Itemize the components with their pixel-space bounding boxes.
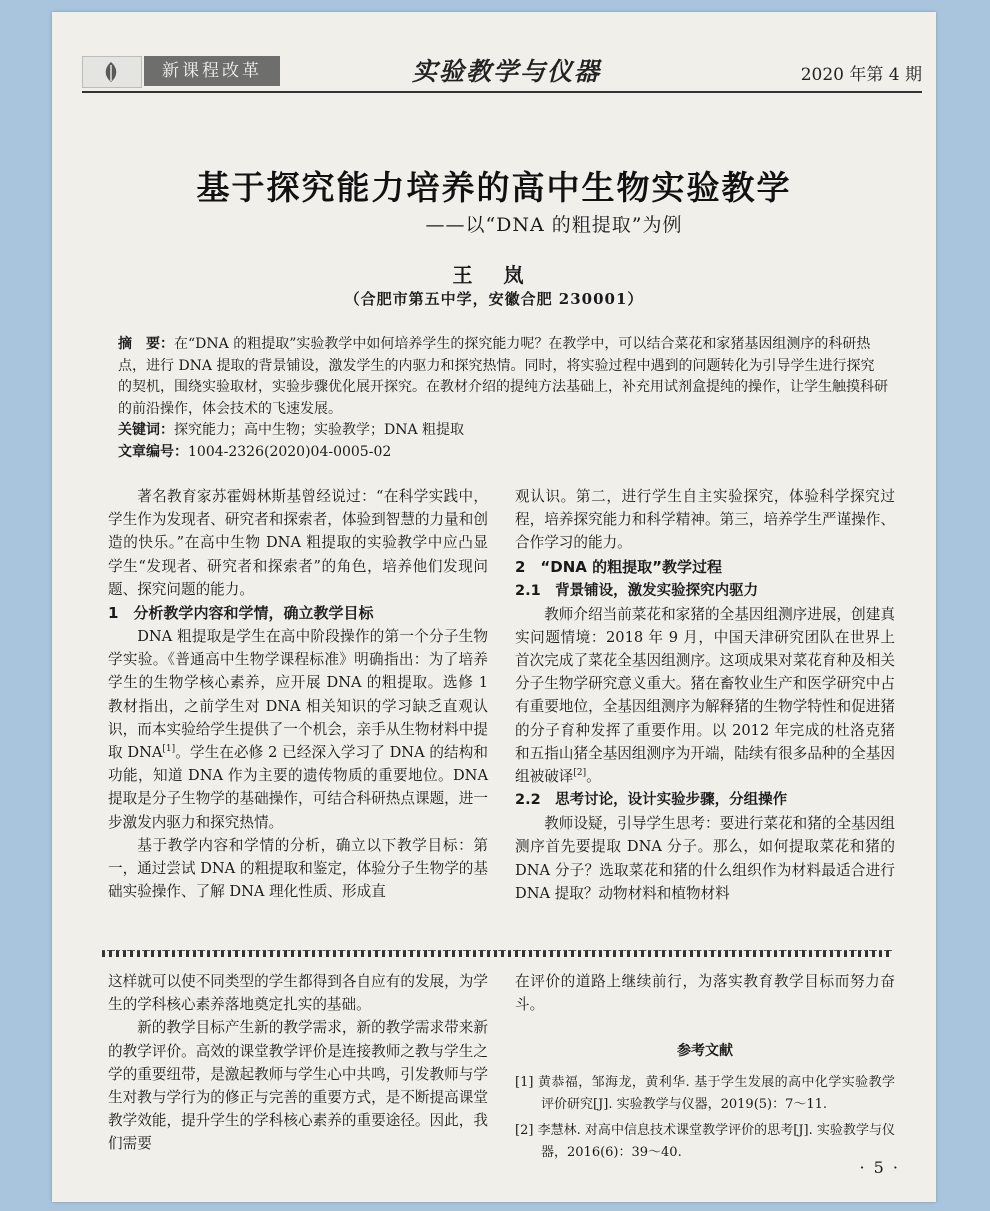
paragraph (515, 603, 895, 789)
keywords-label: 关键词： (118, 422, 174, 438)
reference-item: [1] 黄恭福，邹海龙，黄利华. 基于学生发展的高中化学实验教学评价研究[J]. 实验教学与仪器，2019(5)：7～11. (515, 1074, 895, 1112)
paragraph: 这样就可以使不同类型的学生都得到各自应有的发展，为学生的学科核心素养落地奠定扎实的基础。 (108, 973, 488, 1014)
article-no-text: 1004-2326(2020)04-0005-02 (188, 443, 392, 460)
article-title: 基于探究能力培养的高中生物实验教学 (196, 168, 792, 207)
journal-page (52, 12, 936, 1202)
issue-label: 2020 年第 4 期 (800, 65, 922, 85)
paragraph: 基于教学内容和学情的分析，确立以下教学目标：第一，通过尝试 DNA 的粗提取和鉴定，体验分子生物学的基础实验操作、了解 DNA 理化性质、形成直 (108, 836, 488, 901)
reference-item: [2] 李慧林. 对高中信息技术课堂教学评价的思考[J]. 实验教学与仪器，2016(6)：39～40. (515, 1122, 895, 1160)
article-subtitle: ——以“DNA 的粗提取”为例 (425, 214, 683, 236)
keywords-text: 探究能力；高中生物；实验教学；DNA 粗提取 (174, 422, 465, 438)
abstract-label: 摘 要： (118, 336, 174, 352)
paragraph: 在评价的道路上继续前行，为落实教育教学目标而努力奋斗。 (515, 973, 895, 1014)
left-column-bottom (108, 970, 488, 1156)
continuation-divider (102, 950, 892, 957)
section-heading-2-2: 2.2 思考讨论，设计实验步骤，分组操作 (515, 792, 788, 809)
paragraph-text: 教师介绍当前菜花和家猪的全基因组测序进展，创建真实问题情境：2018 年 9 月，中国天津研究团队在世界上首次完成了菜花全基因组测序。这项成果对菜花育种及相关分子生物学研究意义重大。猪在畜牧业生产和医学研究中占有重要地位，全基因组测序为解释猪的生物学特性和促进猪的分子育种发挥了重要作用。以 2012 年完成的杜洛克猪和五指山猪全基因组测序为开端，陆续有很多品种的全基因组被破译 (515, 605, 895, 786)
paragraph-text: 。 (586, 768, 601, 786)
paragraph: 观认识。第二，进行学生自主实验探究，体验科学探究过程，培养探究能力和科学精神。第三，培养学生严谨操作、合作学习的能力。 (515, 488, 895, 552)
paragraph: 新的教学目标产生新的教学需求，新的教学需求带来新的教学评价。高效的课堂教学评价是连接教师之教与学生之学的重要纽带，是激起教师与学生心中共鸣，引发教师与学生对教与学行为的修正与完善的重要方式，是不断提高课堂教学效能，提升学生的学科核心素养的重要途径。因此，我们需要 (108, 1019, 488, 1153)
article-no-label: 文章编号： (118, 443, 188, 460)
paragraph: 著名教育家苏霍姆林斯基曾经说过：“在科学实践中，学生作为发现者、研究者和探索者，体验到智慧的力量和创造的快乐。”在高中生物 DNA 粗提取的实验教学中应凸显学生“发现者、研究者和探索者”的角色，培养他们发现问题、探究问题的能力。 (108, 488, 488, 598)
section-tag: 新课程改革 (144, 56, 280, 86)
references-title: 参考文献 (677, 1043, 733, 1060)
journal-name: 实验教学与仪器 (412, 57, 602, 86)
page-number: · 5 · (859, 1158, 900, 1177)
left-column-top (108, 485, 488, 903)
header-rule (82, 91, 922, 93)
journal-logo (82, 56, 142, 88)
paragraph: 教师设疑，引导学生思考：要进行菜花和猪的全基因组测序首先要提取 DNA 分子。那么，如何提取菜花和猪的 DNA 分子？选取菜花和猪的什么组织作为材料最适合进行 DNA 提取？动物材料和植物材料 (515, 815, 895, 902)
leaf-logo-icon (99, 60, 123, 84)
running-header (82, 56, 922, 90)
citation-ref: [1] (162, 744, 176, 755)
section-heading-2-1: 2.1 背景铺设，激发实验探究内驱力 (515, 582, 759, 599)
right-column-top (515, 485, 895, 905)
abstract-block (118, 334, 888, 463)
section-heading-1: 1 分析教学内容和学情，确立教学目标 (108, 604, 374, 623)
right-column-bottom (515, 970, 895, 1168)
abstract-text: 在“DNA 的粗提取”实验教学中如何培养学生的探究能力呢？在教学中，可以结合菜花和家猪基因组测序的科研热点，进行 DNA 提取的背景铺设，激发学生的内驱力和探究热情。同时，将实验过程中遇到的问题转化为引导学生进行探究的契机，围绕实验取材，实验步骤优化展开探究。在教材介绍的提纯方法基础上，补充用试剂盒提纯的操作，让学生触摸科研的前沿操作，体会技术的飞速发展。 (118, 336, 888, 417)
paragraph-text: DNA 粗提取是学生在高中阶段操作的第一个分子生物学实验。《普通高中生物学课程标准》明确指出：为了培养学生的生物学核心素养，应开展 DNA 的粗提取。选修 1 教材指出，之前学生对 DNA 相关知识的学习缺乏直观认识，而本实验给学生提供了一个机会，亲手从生物材料中提取 DNA (108, 628, 488, 762)
paragraph-text: 。学生在必修 2 已经深入学习了 DNA 的结构和功能，知道 DNA 作为主要的遗传物质的重要地位。DNA 提取是分子生物学的基础操作，可结合科研热点课题，进一步激发内驱力和探究热情。 (108, 744, 488, 831)
section-heading-2: 2 “DNA 的粗提取”教学过程 (515, 557, 722, 576)
author-name: 王 岚 (452, 263, 536, 287)
paragraph (108, 625, 488, 834)
author-affiliation: （合肥市第五中学，安徽合肥 230001） (344, 290, 644, 308)
citation-ref: [2] (573, 768, 587, 779)
